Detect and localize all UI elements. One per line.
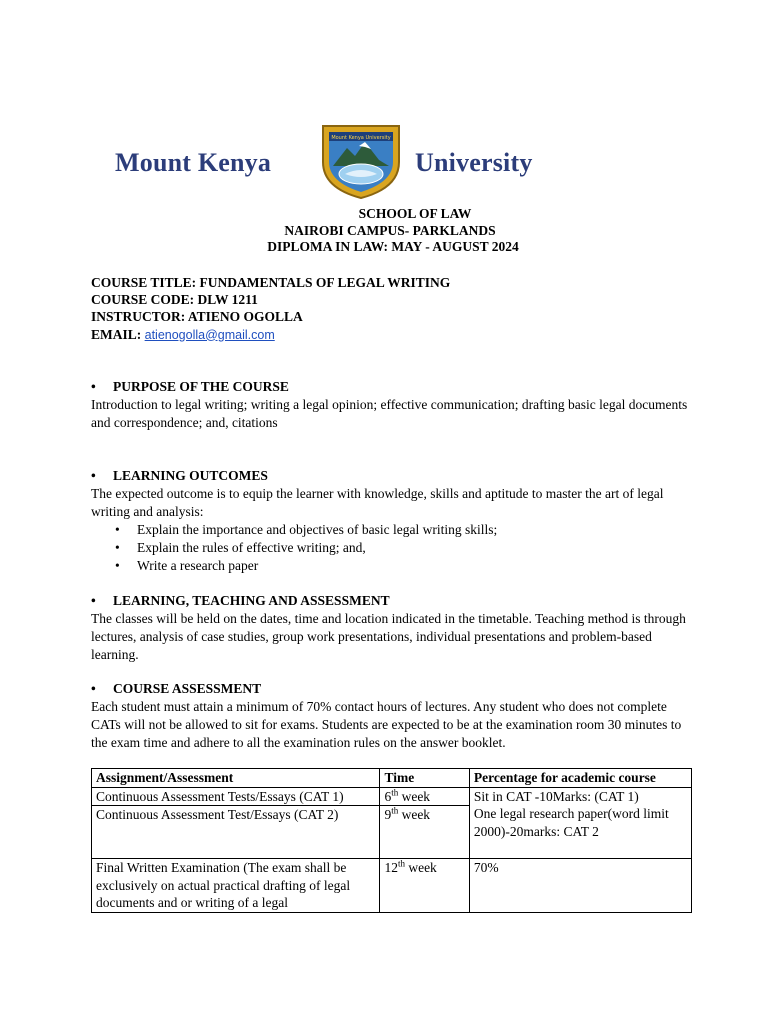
time-cell: 12th week xyxy=(380,859,469,913)
list-item: • Explain the rules of effective writing; and, xyxy=(91,539,691,557)
purpose-heading: PURPOSE OF THE COURSE xyxy=(113,379,289,394)
program-dates: DIPLOMA IN LAW: MAY - AUGUST 2024 xyxy=(267,239,519,254)
section-outcomes xyxy=(91,467,691,576)
assessment-text: Each student must attain a minimum of 70% contact hours of lectures. Any student who does not complete CATs will not be allowed to sit for exams. Students are expected to be at the examination room 30 minutes to the exam time and adhere to all the examination rules on the answer booklet. xyxy=(91,699,682,750)
percentage-cell: Sit in CAT -10Marks: (CAT 1) One legal research paper(word limit 2000)-20marks: CAT 2 xyxy=(469,787,691,859)
teaching-heading: LEARNING, TEACHING AND ASSESSMENT xyxy=(113,593,390,608)
bullet-icon: • xyxy=(91,379,96,394)
bullet-icon: • xyxy=(115,522,120,537)
campus-name: NAIROBI CAMPUS- PARKLANDS xyxy=(284,222,496,238)
bullet-icon: • xyxy=(91,593,96,608)
email-link[interactable]: atienogolla@gmail.com xyxy=(144,327,275,342)
assessment-table xyxy=(91,768,692,913)
crest-label: Mount Kenya University xyxy=(331,135,391,141)
column-header: Percentage for academic course xyxy=(469,769,691,788)
bullet-icon: • xyxy=(115,540,120,556)
assessment-cell: Final Written Examination (The exam shall be exclusively on actual practical drafting of legal documents and or writing of a legal xyxy=(92,859,380,913)
bullet-icon: • xyxy=(91,468,96,483)
assessment-cell: Continuous Assessment Test/Essays (CAT 2) xyxy=(92,806,380,859)
email-label: EMAIL: xyxy=(91,326,145,342)
course-title-line xyxy=(91,274,450,291)
time-cell: 6th week xyxy=(380,787,469,806)
outcomes-text: The expected outcome is to equip the learner with knowledge, skills and aptitude to master the art of legal writing and analysis: xyxy=(91,486,664,519)
course-info xyxy=(91,274,450,344)
university-logo xyxy=(115,122,565,202)
document-header xyxy=(0,206,768,256)
outcomes-list xyxy=(91,521,691,576)
course-title-label: COURSE TITLE: xyxy=(91,275,200,290)
course-code: COURSE CODE: DLW 1211 xyxy=(91,292,258,308)
logo-text-right: University xyxy=(415,148,533,177)
teaching-text: The classes will be held on the dates, time and location indicated in the timetable. Teaching method is through lectures, analysis of case studies, group work presentations, individual presentations and problem-based learning. xyxy=(91,611,686,662)
course-title-value: FUNDAMENTALS OF LEGAL WRITING xyxy=(199,275,451,290)
section-teaching xyxy=(91,592,691,664)
bullet-icon: • xyxy=(115,558,120,574)
outcomes-heading: LEARNING OUTCOMES xyxy=(113,468,268,483)
column-header: Assignment/Assessment xyxy=(92,769,380,788)
school-name: SCHOOL OF LAW xyxy=(358,206,472,221)
purpose-text: Introduction to legal writing; writing a legal opinion; effective communication; drafting basic legal documents and correspondence; and, citations xyxy=(91,397,688,430)
section-purpose xyxy=(91,378,691,432)
logo-text-left: Mount Kenya xyxy=(115,148,272,177)
section-assessment xyxy=(91,680,691,752)
table-row xyxy=(92,859,692,913)
crest-icon xyxy=(315,122,407,200)
email-line xyxy=(91,326,450,344)
bullet-icon: • xyxy=(91,681,96,696)
list-item: • Write a research paper xyxy=(91,557,691,575)
assessment-cell: Continuous Assessment Tests/Essays (CAT 1) xyxy=(92,787,380,806)
assessment-heading: COURSE ASSESSMENT xyxy=(113,681,262,696)
column-header: Time xyxy=(380,769,469,788)
table-row xyxy=(92,787,692,806)
table-header-row xyxy=(92,769,692,788)
list-item: • Explain the importance and objectives of basic legal writing skills; xyxy=(91,521,691,539)
time-cell: 9th week xyxy=(380,806,469,859)
course-instructor: INSTRUCTOR: ATIENO OGOLLA xyxy=(91,309,303,325)
percentage-cell: 70% xyxy=(469,859,691,913)
